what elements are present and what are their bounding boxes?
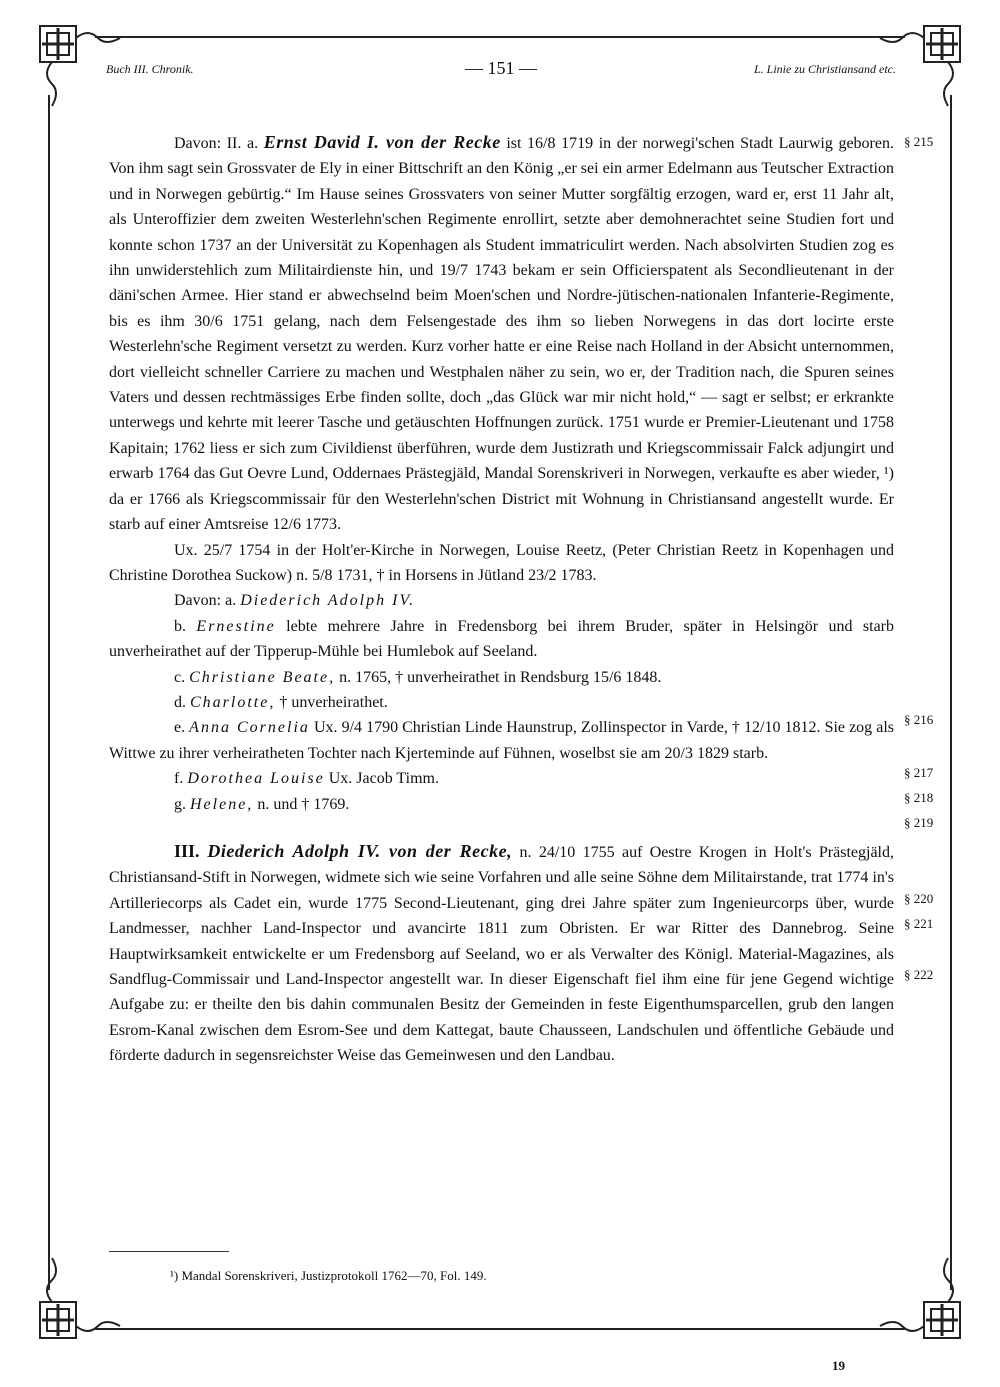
item-f: [109, 766, 894, 791]
page-number: 19: [832, 1358, 845, 1373]
item-c: [109, 665, 894, 690]
p3-text: n. 24/10 1755 auf Oestre Krogen in Holt's Prästegjäld, Christiansand-Stift in Norwegen, widmete sich wie seine Vorfahren und alle seine Söhne dem Militairstande, trat 1774 in's Artilleriecorps als Cadet ein, wurde 1775 Second-Lieutenant, ging drei Jahre später zum Ingenieurcorps über, wurde Landmesser, nachher Land-Inspector und avancirte 1811 zum Obristen. Er war Ritter des Dannebrog. Seine Hauptwirksamkeit entwickelte er um Fredensborg auf Seeland, wo er als Verwalter des Königl. Material-Magazines, als Sandflug-Commissair und Land-Inspector angestellt war. In dieser Eigenschaft fiel ihm eine für jene Gegend wichtige Aufgabe zu: er theilte den bis dahin communalen Besitz der Gemeinden in feste Eigenthumsparcellen, grub den langen Esrom-Kanal zwischen dem Esrom-See und dem Kattegat, baute Chausseen, Landschulen und öffentliche Gebäude und förderte dadurch in segensreichster Weise das Gemeinwesen und den Landbau.: [109, 843, 894, 1065]
section-marker-222: § 222: [904, 967, 934, 982]
section-marker-217: § 217: [904, 765, 934, 780]
item-g: [109, 792, 894, 817]
davon-lead: Davon: a.: [174, 592, 241, 610]
section-marker-220: § 220: [904, 891, 934, 906]
paragraph-ernst-david: [109, 130, 894, 538]
p1-text: ist 16/8 1719 in der norwegi'schen Stadt Laurwig geboren. Von ihm sagt sein Grossvater de Ely in einer Bittschrift an den König „er sei ein armer Edelmann aus Teutscher Extraction und in Norwegen gebürtig.“ Im Hause seines Grossvaters von seiner Mutter sorgfältig erzogen, ward er, erst 11 Jahr alt, als Unteroffizier dem zweiten Westerlehn'schen Regimente enrollirt, setzte aber demohnerachtet seine Studien fort und konnte schon 1737 an der Universität zu Kopenhagen als Student immatriculirt werden. Nach absolvirten Studien zog es ihn unwiderstehlich zum Militairdienste hin, und 19/7 1743 bekam er sein Officierspatent als Secondlieutenant in der däni'schen Armee. Hier stand er abwechselnd beim Moen'schen und Nordre-jütischen-nationalen Infanterie-Regimente, bis es ihm 30/6 1751 gelang, nach dem Felsengestade des ihm so lieben Norwegens in das dort locirte erste Westerlehn'sche Regiment versetzt zu werden. Kurz vorher hatte er eine Reise nach Holland in der Absicht unternommen, dort vielleicht schneller Carriere zu machen und Westphalen näher zu sein, wo er, der Tradition nach, die Spuren seines Vaters und dessen rechtmässiges Erbe finden sollte, doch „das Glück war mir nicht hold,“ — sagt er selbst; er erkrankte unterwegs und kehrte mit leerer Tasche und getäuschten Hoffnungen zurück. 1751 wurde er Premier-Lieutenant und 1758 Kapitain; 1762 liess er sich zum Civildienst überführen, wurde dem Justizrath und Kriegscommissair Falck adjungirt und erwarb 1764 das Gut Oevre Lund, Oddernaes Prästegjäld, Mandal Sorenskriveri in Norwegen, verkaufte es aber wieder, ¹) da er 1766 als Kriegscommissair für den Westerlehn'schen District mit Wohnung in Christiansand angestellt wurde. Er starb auf einer Amtsreise 12/6 1773.: [109, 135, 894, 534]
c-name: Christiane Beate,: [189, 668, 336, 686]
d-text: † unverheirathet.: [275, 693, 388, 711]
section-marker-216: § 216: [904, 712, 934, 727]
b-text: lebte mehrere Jahre in Fredensborg bei ihrem Bruder, später in Helsingör und starb unverheirathet auf der Tipperup-Mühle bei Humlebok auf Seeland.: [109, 617, 895, 661]
section-marker-221: § 221: [904, 916, 934, 931]
header-right: L. Linie zu Christiansand etc.: [753, 62, 896, 76]
p3-name: Diederich Adolph IV. von der Recke,: [207, 840, 513, 861]
paragraph-davon: [109, 588, 894, 613]
section-marker-218: § 218: [904, 790, 934, 805]
frame-left-line: [48, 95, 50, 1290]
p1-name: Ernst David I. von der Recke: [263, 132, 501, 152]
d-name: Charlotte,: [190, 693, 276, 711]
running-header: [106, 58, 896, 88]
g-name: Helene,: [190, 795, 254, 813]
e-name: Anna Cornelia: [189, 719, 310, 737]
item-b: [109, 614, 894, 665]
c-lead: c.: [174, 668, 190, 686]
frame-top-line: [95, 36, 905, 38]
e-text: Ux. 9/4 1790 Christian Linde Haunstrup, Zollinspector in Varde, † 12/10 1812. Sie zog als Wittwe zu ihrer verheiratheten Tochter nach Kjerteminde auf Fühnen, woselbst sie am 20/3 1829 starb.: [109, 719, 895, 762]
f-lead: f.: [174, 770, 188, 788]
frame-bottom-line: [95, 1328, 905, 1330]
b-name: Ernestine: [196, 617, 276, 635]
header-left: Buch III. Chronik.: [106, 62, 194, 76]
b-lead: b.: [174, 617, 197, 635]
footnote-rule: [109, 1251, 229, 1252]
g-text: n. und † 1769.: [253, 795, 350, 813]
p1-lead: Davon: II. a.: [174, 135, 264, 152]
corner-ornament-bottom-right: [878, 1256, 970, 1348]
main-text: [109, 130, 894, 1069]
f-text: Ux. Jacob Timm.: [324, 770, 439, 788]
corner-ornament-bottom-left: [30, 1256, 122, 1348]
paragraph-marriage: Ux. 25/7 1754 in der Holt'er-Kirche in Norwegen, Louise Reetz, (Peter Christian Reetz in Kopenhagen und Christine Dorothea Suckow) n. 5/8 1731, † in Horsens in Jütland 23/2 1783.: [109, 541, 894, 584]
davon-name: Diederich Adolph IV.: [240, 592, 416, 610]
section-marker-215: § 215: [904, 134, 934, 149]
f-name: Dorothea Louise: [187, 770, 325, 788]
footnote: ¹) Mandal Sorenskriveri, Justizprotokoll 1762—70, Fol. 149.: [170, 1268, 487, 1283]
c-text: n. 1765, † unverheirathet in Rendsburg 15/6 1848.: [335, 668, 662, 686]
header-page-number: — 151 —: [465, 58, 537, 78]
d-lead: d.: [174, 693, 190, 711]
p3-lead: III.: [174, 840, 208, 861]
e-lead: e.: [174, 719, 190, 737]
paragraph-diederich: [109, 839, 894, 1069]
section-marker-219: § 219: [904, 815, 934, 830]
g-lead: g.: [174, 795, 190, 813]
item-d: [109, 690, 894, 715]
frame-right-line: [950, 95, 952, 1290]
item-e: [109, 715, 894, 766]
